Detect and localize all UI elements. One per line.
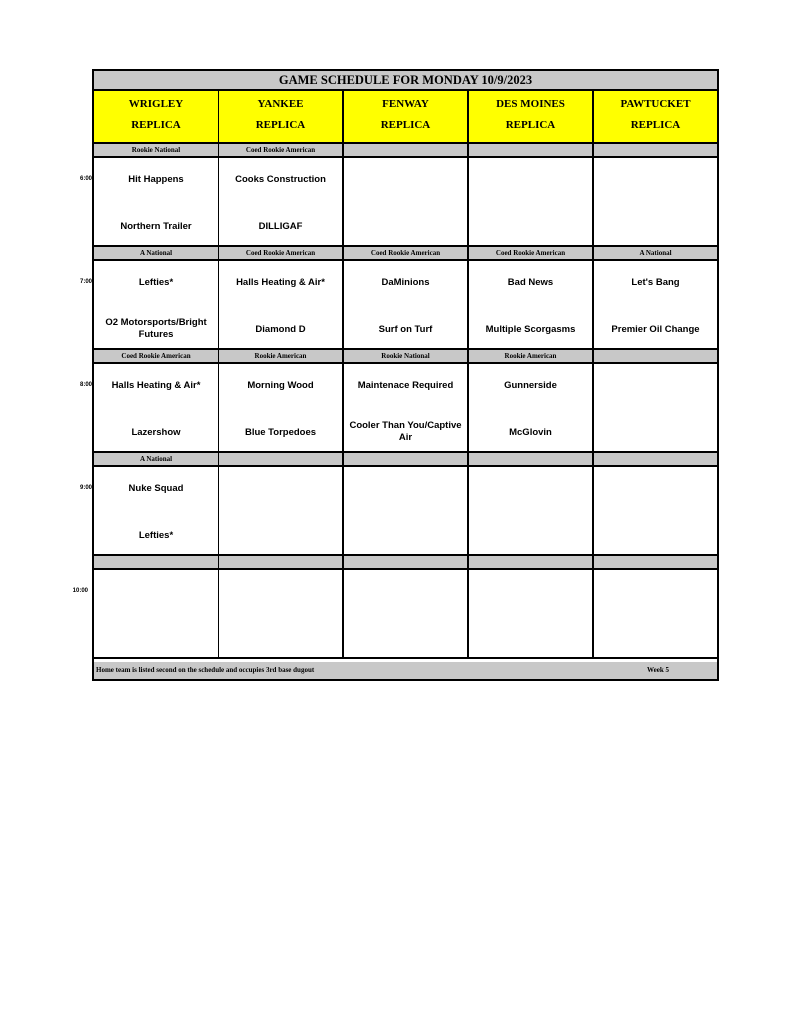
game-cell bbox=[594, 158, 717, 247]
field-name: YANKEE bbox=[257, 98, 304, 110]
division-label: Rookie American bbox=[469, 350, 594, 364]
division-label bbox=[219, 453, 344, 467]
game-cell bbox=[94, 261, 220, 350]
away-team: Let's Bang bbox=[631, 277, 680, 288]
away-team: Cooks Construction bbox=[235, 174, 326, 185]
division-label bbox=[594, 453, 717, 467]
away-team: Gunnerside bbox=[504, 380, 557, 391]
division-label bbox=[219, 556, 344, 570]
schedule-title: GAME SCHEDULE FOR MONDAY 10/9/2023 bbox=[94, 71, 717, 91]
division-label bbox=[94, 556, 220, 570]
footer-bar bbox=[94, 662, 717, 679]
time-label: 10:00 bbox=[72, 588, 88, 594]
home-team: Blue Torpedoes bbox=[244, 427, 317, 438]
division-label: Coed Rookie American bbox=[469, 247, 594, 261]
field-name: PAWTUCKET bbox=[620, 98, 691, 110]
field-subtitle: REPLICA bbox=[630, 119, 681, 131]
field-subtitle: REPLICA bbox=[505, 119, 556, 131]
division-label bbox=[344, 144, 469, 158]
division-label: A National bbox=[94, 453, 220, 467]
field-name: WRIGLEY bbox=[128, 98, 184, 110]
division-label: A National bbox=[594, 247, 717, 261]
division-label bbox=[469, 453, 594, 467]
division-label bbox=[594, 144, 717, 158]
home-team: Lazershow bbox=[131, 427, 181, 438]
time-label: 7:00 bbox=[79, 279, 92, 285]
schedule-table bbox=[92, 69, 719, 681]
field-subtitle: REPLICA bbox=[131, 119, 181, 131]
field-name: FENWAY bbox=[382, 98, 429, 110]
game-cell bbox=[219, 570, 344, 659]
division-label bbox=[344, 453, 469, 467]
home-team: Lefties* bbox=[138, 530, 174, 541]
away-team: Bad News bbox=[507, 277, 554, 288]
game-cell bbox=[94, 364, 220, 453]
game-cell bbox=[344, 467, 469, 556]
time-label: 6:00 bbox=[79, 176, 92, 182]
away-team: Hit Happens bbox=[128, 174, 184, 185]
division-label bbox=[469, 144, 594, 158]
game-cell bbox=[344, 570, 469, 659]
field-header bbox=[94, 91, 220, 144]
division-label bbox=[594, 556, 717, 570]
away-team: Halls Heating & Air* bbox=[236, 277, 325, 288]
field-header bbox=[344, 91, 469, 144]
division-label: Rookie National bbox=[344, 350, 469, 364]
game-cell bbox=[219, 364, 344, 453]
game-cell bbox=[219, 467, 344, 556]
game-cell bbox=[94, 570, 220, 659]
field-subtitle: REPLICA bbox=[380, 119, 431, 131]
game-cell bbox=[594, 261, 717, 350]
field-name: DES MOINES bbox=[496, 98, 565, 110]
home-team: Northern Trailer bbox=[120, 221, 192, 232]
home-team: DILLIGAF bbox=[258, 221, 303, 232]
division-label: Coed Rookie American bbox=[219, 247, 344, 261]
away-team: Nuke Squad bbox=[128, 483, 184, 494]
time-label: 9:00 bbox=[79, 485, 92, 491]
field-subtitle: REPLICA bbox=[255, 119, 306, 131]
game-cell bbox=[344, 158, 469, 247]
away-team: DaMinions bbox=[381, 277, 430, 288]
game-cell bbox=[344, 261, 469, 350]
game-cell bbox=[94, 467, 220, 556]
division-label: A National bbox=[94, 247, 220, 261]
home-team: Diamond D bbox=[255, 324, 306, 335]
game-cell bbox=[219, 158, 344, 247]
home-team-note: Home team is listed second on the schedule and occupies 3rd base dugout bbox=[96, 666, 315, 674]
division-label bbox=[344, 556, 469, 570]
division-label: Rookie American bbox=[219, 350, 344, 364]
time-label: 8:00 bbox=[79, 382, 92, 388]
home-team: Multiple Scorgasms bbox=[485, 324, 576, 335]
game-cell bbox=[594, 570, 717, 659]
division-label: Coed Rookie American bbox=[94, 350, 220, 364]
division-label: Rookie National bbox=[94, 144, 220, 158]
away-team: Lefties* bbox=[138, 277, 174, 288]
field-header bbox=[594, 91, 717, 144]
game-cell bbox=[344, 364, 469, 453]
home-team: O2 Motorsports/Bright Futures bbox=[105, 317, 207, 340]
field-header bbox=[219, 91, 344, 144]
game-cell bbox=[594, 364, 717, 453]
home-team: Surf on Turf bbox=[378, 324, 433, 335]
field-header bbox=[469, 91, 594, 144]
away-team: Halls Heating & Air* bbox=[111, 380, 201, 391]
division-label: Coed Rookie American bbox=[344, 247, 469, 261]
game-cell bbox=[469, 364, 594, 453]
division-label bbox=[594, 350, 717, 364]
home-team: Cooler Than You/Captive Air bbox=[349, 420, 462, 443]
division-label bbox=[469, 556, 594, 570]
game-cell bbox=[219, 261, 344, 350]
home-team: Premier Oil Change bbox=[611, 324, 700, 335]
game-cell bbox=[594, 467, 717, 556]
game-cell bbox=[469, 261, 594, 350]
week-label: Week 5 bbox=[647, 666, 669, 674]
away-team: Morning Wood bbox=[247, 380, 314, 391]
game-cell bbox=[469, 570, 594, 659]
away-team: Maintenace Required bbox=[357, 380, 454, 391]
division-label: Coed Rookie American bbox=[219, 144, 344, 158]
game-cell bbox=[94, 158, 220, 247]
home-team: McGlovin bbox=[509, 427, 552, 438]
game-cell bbox=[469, 158, 594, 247]
game-cell bbox=[469, 467, 594, 556]
